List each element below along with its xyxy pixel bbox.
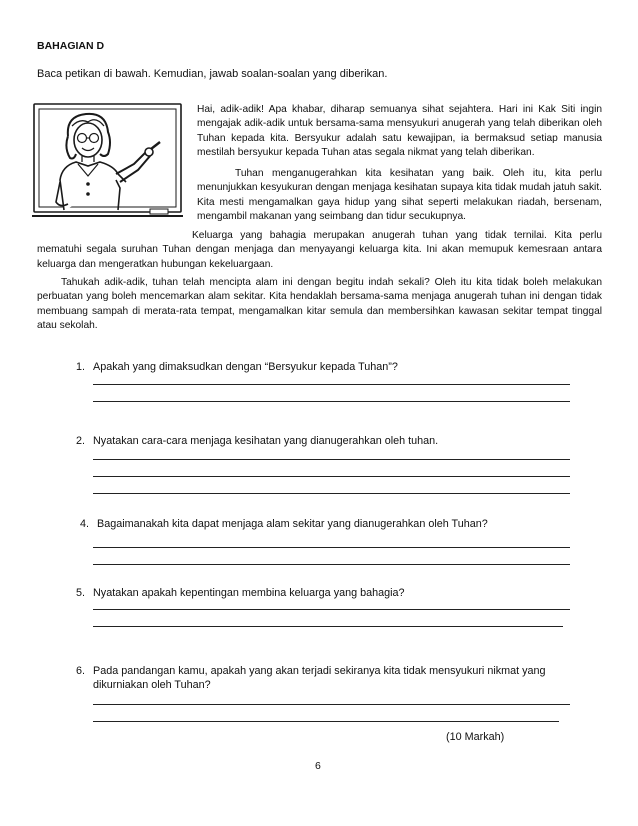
question-number: 6. bbox=[76, 665, 86, 677]
section-title: BAHAGIAN D bbox=[37, 40, 105, 52]
question-2 bbox=[76, 434, 576, 454]
question-text: Nyatakan cara-cara menjaga kesihatan yang dianugerahkan oleh tuhan. bbox=[93, 435, 439, 447]
page-number: 6 bbox=[315, 760, 321, 772]
question-number: 4. bbox=[80, 518, 90, 530]
answer-line[interactable] bbox=[93, 721, 559, 722]
answer-line[interactable] bbox=[93, 609, 570, 610]
answer-line[interactable] bbox=[93, 401, 570, 402]
question-number: 5. bbox=[76, 587, 86, 599]
question-1 bbox=[76, 360, 576, 410]
question-text: Apakah yang dimaksudkan dengan “Bersyukur kepada Tuhan”? bbox=[93, 361, 398, 373]
question-text: Bagaimanakah kita dapat menjaga alam sekitar yang dianugerahkan oleh Tuhan? bbox=[97, 518, 488, 530]
question-text: Pada pandangan kamu, apakah yang akan terjadi sekiranya kita tidak mensyukuri nikmat yang dikurniakan oleh Tuhan? bbox=[93, 665, 546, 691]
question-5 bbox=[76, 586, 576, 606]
answer-line[interactable] bbox=[93, 626, 563, 627]
answer-line[interactable] bbox=[93, 459, 570, 460]
question-number: 1. bbox=[76, 361, 86, 373]
answer-line[interactable] bbox=[93, 564, 570, 565]
question-number: 2. bbox=[76, 435, 86, 447]
answer-line[interactable] bbox=[93, 493, 570, 494]
passage-paragraph-2: Tuhan menganugerahkan kita kesihatan yang baik. Oleh itu, kita perlu menunjukkan kesyukuran dengan menjaga kesihatan supaya kita tidak mudah jatuh sakit. Kita mesti mengamalkan gaya hidup yang sihat seperti melakukan riadah, bersenam, mengambil makanan yang seimbang dan tidur secukupnya. bbox=[197, 168, 602, 222]
answer-line[interactable] bbox=[93, 547, 570, 548]
passage-paragraph-3: Keluarga yang bahagia merupakan anugerah tuhan yang tidak ternilai. Kita perlu mematuhi segala suruhan Tuhan dengan menjaga dan menyayangi keluarga kita. Ini akan memupuk kemesraan antara keluarga dan mengeratkan hubungan kekeluargaan. bbox=[37, 230, 602, 270]
passage-paragraph-1: Hai, adik-adik! Apa khabar, diharap semuanya sihat sejahtera. Hari ini Kak Siti ingin mengajak adik-adik untuk bersama-sama mensyukuri anugerah yang telah diberikan oleh Tuhan kepada kita. Bersyukur adalah satu kewajipan, ia bermaksud setiap manusia mestilah bersyukur kepada Tuhan atas segala nikmat yang telah diberikan. bbox=[197, 104, 602, 158]
answer-line[interactable] bbox=[93, 384, 570, 385]
answer-line[interactable] bbox=[93, 704, 570, 705]
question-4 bbox=[80, 517, 580, 537]
total-marks: (10 Markah) bbox=[446, 731, 505, 743]
teacher-illustration bbox=[30, 102, 185, 224]
instruction-text: Baca petikan di bawah. Kemudian, jawab soalan-soalan yang diberikan. bbox=[37, 68, 388, 80]
passage-paragraph-4: Tahukah adik-adik, tuhan telah mencipta alam ini dengan begitu indah sekali? Oleh itu kita tidak boleh melakukan perbuatan yang boleh mencemarkan alam sekitar. Kita hendaklah bersama-sama menjaga anugerah tuhan ini dengan tidak membuang sampah di merata-rata tempat, mengamalkan kitar semula dan membersihkan kawasan sekitar tempat tinggal atau sekolah. bbox=[37, 277, 602, 331]
answer-line[interactable] bbox=[93, 476, 570, 477]
question-text: Nyatakan apakah kepentingan membina keluarga yang bahagia? bbox=[93, 587, 405, 599]
question-6 bbox=[76, 664, 576, 696]
